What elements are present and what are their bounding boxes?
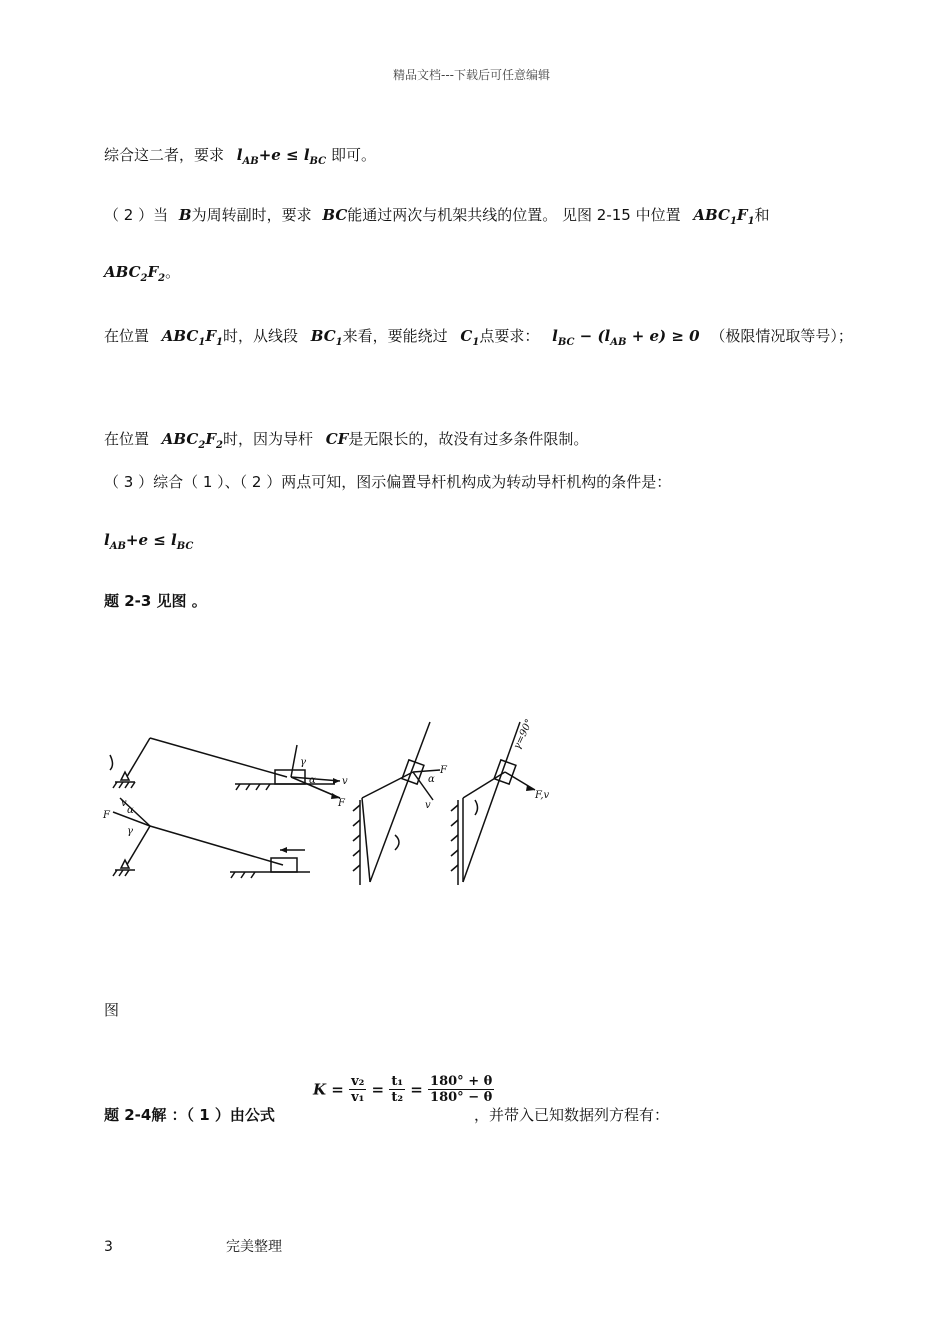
formula-K: K = $\frac{\text{v₂}}{\text{v₁}}$ = $\frac{\text{t₁}}{\text{t₂}}$ = $\frac{180^\circ + \theta}{180^\circ - \theta}$ <box>313 1074 493 1105</box>
problem-heading-2-4: 题 2-4解 ：（ 1 ）由公式 <box>104 1106 275 1124</box>
label-gamma: γ <box>127 826 133 837</box>
mechanism-figure <box>95 710 565 900</box>
slider-crank-bottom <box>113 798 310 878</box>
figure-caption: 图 <box>104 1001 120 1019</box>
paragraph-line: （ 3 ）综合（ 1 ）、（ 2 ）两点可知，图示偏置导杆机构成为转动导杆机构的条件是： <box>104 473 672 491</box>
label-F: F <box>338 798 345 809</box>
symbol-BC1: $BC_1$ <box>310 327 343 348</box>
formula-condition: $l_{AB}+e \le l_{BC}$ <box>236 146 327 167</box>
paragraph-line: （ 2 ）当 B为周转副时，要求 BC能通过两次与机架共线的位置。 见图 2-15 中位置 $ABC_1F_1$和 <box>104 206 770 227</box>
paragraph-line: $ABC_2F_2$。 <box>104 263 181 284</box>
text: 即可。 <box>330 146 376 164</box>
paragraph-line: 在位置 $ABC_2F_2$时，因为导杆 CF是无限长的，故没有过多条件限制。 <box>104 430 589 451</box>
formula-inequality: $l_{BC} - (l_{AB} + e) \ge 0$ <box>552 327 700 348</box>
symbol-ABC1F1: $ABC_1F_1$ <box>161 327 223 348</box>
label-alpha: α <box>309 775 316 786</box>
label-alpha: α <box>428 774 435 785</box>
page-number: 3 <box>104 1239 113 1255</box>
footer-note: 完美整理 <box>226 1239 282 1255</box>
text: 综合这二者，要求 <box>104 146 225 164</box>
formula-condition: $l_{AB}+e \le l_{BC}$ <box>104 531 194 552</box>
symbol-BC: BC <box>322 206 348 224</box>
label-F: F <box>440 765 447 776</box>
label-alpha: α <box>127 805 134 816</box>
symbol-ABC1F1: $ABC_1F_1$ <box>693 206 755 227</box>
label-v: v <box>342 776 348 787</box>
label-Fv: F,v <box>535 790 550 801</box>
symbol-CF: CF <box>325 430 349 448</box>
problem-heading: 题 2-3 见图 。 <box>104 592 207 610</box>
paragraph-line: 在位置 $ABC_1F_1$时，从线段 $BC_1$来看，要能绕过 $C_1$点要求： $l_{BC} - (l_{AB} + e) \ge 0$ （极限情况取等号）； <box>104 327 853 348</box>
label-gamma: γ <box>300 757 306 768</box>
label-F: F <box>103 810 110 821</box>
symbol-ABC2F2: $ABC_2F_2$ <box>161 430 223 451</box>
page-header: 精品文档---下载后可任意编辑 <box>393 68 550 82</box>
label-gamma90: γ=90° <box>511 717 536 752</box>
symbol-C1: $C_1$ <box>460 327 480 348</box>
label-v: v <box>425 800 431 811</box>
text: ，并带入已知数据列方程有： <box>474 1106 670 1124</box>
slider-crank-top <box>110 738 340 798</box>
paragraph-line <box>104 148 376 167</box>
label-v: v <box>121 798 127 809</box>
symbol-ABC2F2: $ABC_2F_2$ <box>104 263 166 284</box>
symbol-B: B <box>178 206 192 224</box>
